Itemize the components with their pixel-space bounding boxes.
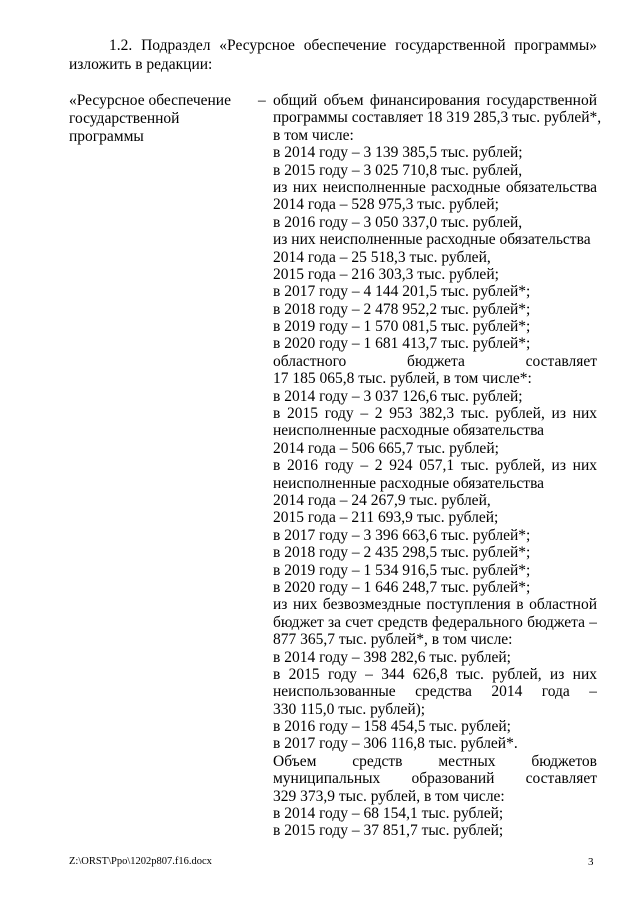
financing-line: в том числе: bbox=[273, 126, 354, 144]
financing-line: в 2014 году – 68 154,1 тыс. рублей; bbox=[273, 805, 504, 823]
financing-line: из них неисполненные расходные обязательства bbox=[273, 231, 591, 249]
financing-line: в 2015 году – 2 953 382,3 тыс. рублей, из них bbox=[273, 405, 597, 423]
financing-line: в 2018 году – 2 478 952,2 тыс. рублей*; bbox=[273, 300, 531, 318]
financing-line: 2014 года – 25 518,3 тыс. рублей, bbox=[273, 248, 491, 266]
financing-line: в 2014 году – 3 037 126,6 тыс. рублей; bbox=[273, 387, 523, 405]
financing-line: в 2017 году – 306 116,8 тыс. рублей*. bbox=[273, 735, 518, 753]
financing-line: в 2014 году – 398 282,6 тыс. рублей; bbox=[273, 648, 511, 666]
financing-line: неисполненные расходные обязательства bbox=[273, 474, 545, 492]
financing-line: в 2020 году – 1 681 413,7 тыс. рублей*; bbox=[273, 335, 531, 353]
financing-line: 877 365,7 тыс. рублей*, в том числе: bbox=[273, 631, 513, 649]
financing-line: из них неисполненные расходные обязательства bbox=[273, 178, 597, 196]
financing-line: в 2016 году – 3 050 337,0 тыс. рублей, bbox=[273, 213, 523, 231]
financing-line: 2014 года – 528 975,3 тыс. рублей; bbox=[273, 196, 499, 214]
financing-line: в 2015 году – 37 851,7 тыс. рублей; bbox=[273, 822, 504, 840]
financing-line: в 2018 году – 2 435 298,5 тыс. рублей*; bbox=[273, 544, 531, 562]
resource-label bbox=[69, 92, 249, 146]
page-number: 3 bbox=[588, 856, 594, 868]
financing-line: 329 373,9 тыс. рублей, в том числе: bbox=[273, 787, 505, 805]
financing-line: в 2015 году – 3 025 710,8 тыс. рублей, bbox=[273, 161, 523, 179]
financing-line: неиспользованные средства 2014 года – bbox=[273, 683, 597, 701]
financing-line: 2014 года – 506 665,7 тыс. рублей; bbox=[273, 439, 499, 457]
financing-line: в 2017 году – 4 144 201,5 тыс. рублей*; bbox=[273, 283, 531, 301]
section-heading bbox=[69, 36, 597, 74]
resource-label-line-3: программы bbox=[69, 128, 144, 145]
heading-line-2: изложить в редакции: bbox=[69, 56, 213, 73]
financing-line: в 2016 году – 158 454,5 тыс. рублей; bbox=[273, 718, 511, 736]
financing-line: 17 185 065,8 тыс. рублей, в том числе*: bbox=[273, 370, 532, 388]
financing-line: в 2019 году – 1 534 916,5 тыс. рублей*; bbox=[273, 561, 531, 579]
footer-file-path: Z:\ORST\Ppo\1202p807.f16.docx bbox=[69, 856, 212, 867]
financing-line: Объем средств местных бюджетов bbox=[273, 752, 597, 770]
financing-line: в 2014 году – 3 139 385,5 тыс. рублей; bbox=[273, 144, 523, 162]
financing-line: общий объем финансирования государственной bbox=[273, 92, 597, 109]
financing-line: неисполненные расходные обязательства bbox=[273, 422, 545, 440]
financing-line: 2015 года – 216 303,3 тыс. рублей; bbox=[273, 265, 499, 283]
financing-line: в 2016 году – 2 924 057,1 тыс. рублей, из них bbox=[273, 457, 597, 475]
financing-line: муниципальных образований составляет bbox=[273, 770, 597, 788]
heading-line-1: 1.2. Подраздел «Ресурсное обеспечение государственной программы» bbox=[109, 37, 597, 54]
financing-line: 330 115,0 тыс. рублей); bbox=[273, 700, 426, 718]
financing-line: программы составляет 18 319 285,3 тыс. рублей*, bbox=[273, 109, 602, 127]
financing-line: 2014 года – 24 267,9 тыс. рублей, bbox=[273, 491, 491, 509]
financing-line: 2015 года – 211 693,9 тыс. рублей; bbox=[273, 509, 499, 527]
resource-label-line-1: «Ресурсное обеспечение bbox=[69, 92, 231, 109]
dash-separator: – bbox=[258, 92, 266, 109]
financing-line: бюджет за счет средств федерального бюджета – bbox=[273, 613, 597, 631]
financing-line: из них безвозмездные поступления в областной bbox=[273, 596, 597, 614]
financing-line: в 2015 году – 344 626,8 тыс. рублей, из них bbox=[273, 665, 597, 683]
financing-line: в 2019 году – 1 570 081,5 тыс. рублей*; bbox=[273, 318, 531, 336]
resource-label-line-2: государственной bbox=[69, 110, 180, 127]
financing-line: областного бюджета составляет bbox=[273, 352, 597, 370]
financing-line: в 2020 году – 1 646 248,7 тыс. рублей*; bbox=[273, 578, 531, 596]
financing-line: в 2017 году – 3 396 663,6 тыс. рублей*; bbox=[273, 526, 531, 544]
financing-text bbox=[273, 92, 602, 840]
